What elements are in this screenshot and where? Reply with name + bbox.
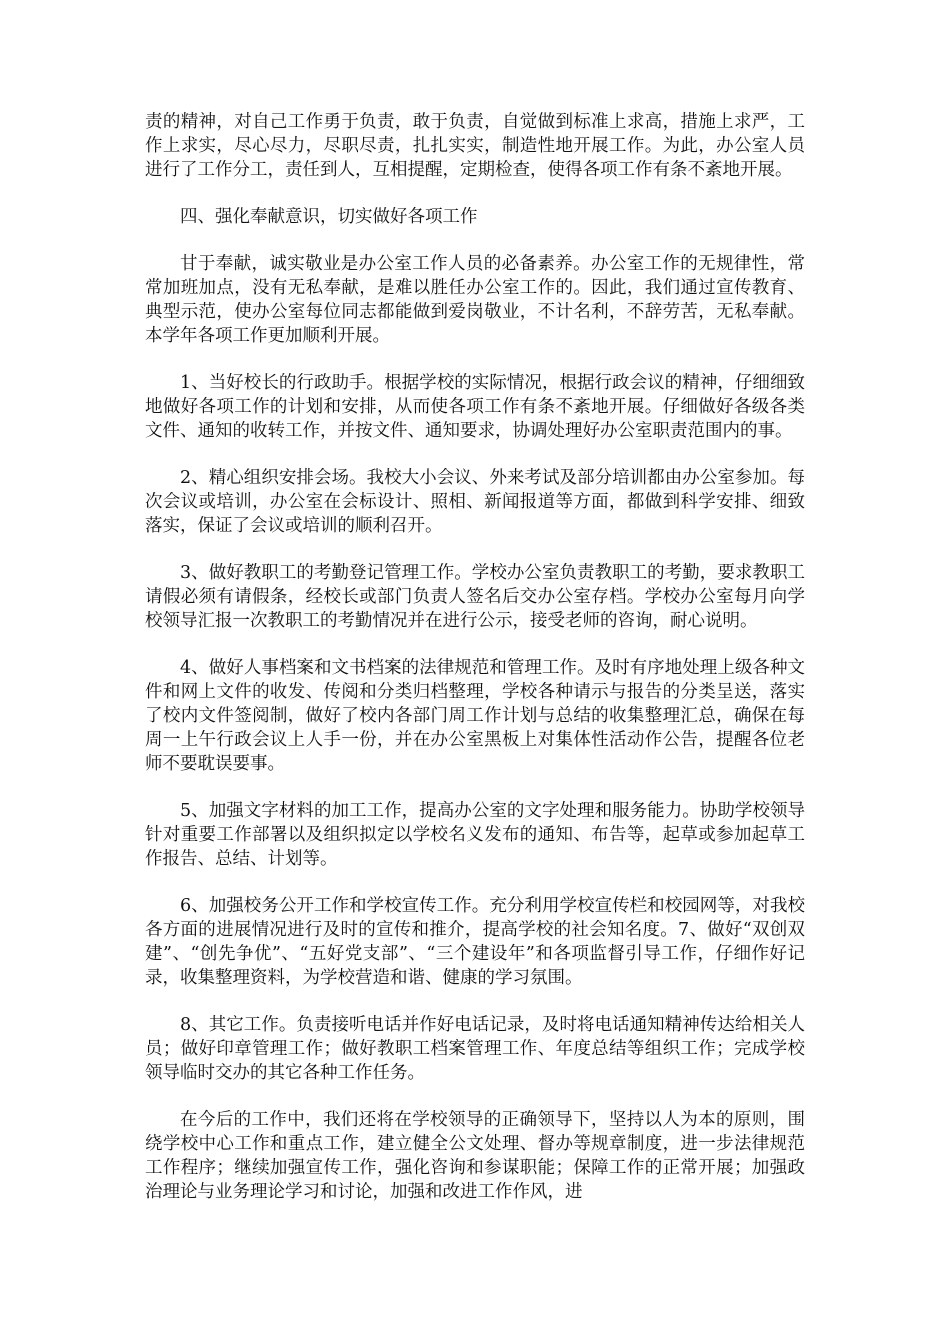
- section-heading: 四、强化奉献意识，切实做好各项工作: [180, 207, 478, 227]
- paragraph-item-8: 8、其它工作。负责接听电话并作好电话记录，及时将电话通知精神传达给相关人员；做好印章管理工作；做好教职工档案管理工作、年度总结等组织工作；完成学校领导临时交办的其它各种工作任务。: [145, 1015, 805, 1083]
- paragraph-continuation: 责的精神，对自己工作勇于负责，敢于负责，自觉做到标准上求高，措施上求严，工作上求实，尽心尽力，尽职尽责，扎扎实实，制造性地开展工作。为此，办公室人员进行了工作分工，责任到人，互相提醒，定期检查，使得各项工作有条不紊地开展。: [145, 112, 805, 180]
- document-page: [145, 110, 805, 1227]
- paragraph-item-6-7: 6、加强校务公开工作和学校宣传工作。充分利用学校宣传栏和校园网等，对我校各方面的进展情况进行及时的宣传和推介，提高学校的社会知名度。7、做好“双创双建”、“创先争优”、“五好党支部”、“三个建设年”和各项监督引导工作，仔细作好记录，收集整理资料，为学校营造和谐、健康的学习氛围。: [145, 896, 805, 988]
- paragraph-item-4: 4、做好人事档案和文书档案的法律规范和管理工作。及时有序地处理上级各种文件和网上文件的收发、传阅和分类归档整理，学校各种请示与报告的分类呈送，落实了校内文件签阅制，做好了校内各部门周工作计划与总结的收集整理汇总，确保在每周一上午行政会议上人手一份，并在办公室黑板上对集体性活动作公告，提醒各位老师不要耽误要事。: [145, 658, 805, 774]
- paragraph-dedication: 甘于奉献，诚实敬业是办公室工作人员的必备素养。办公室工作的无规律性，常常加班加点，没有无私奉献，是难以胜任办公室工作的。因此，我们通过宣传教育、典型示范，使办公室每位同志都能做到爱岗敬业，不计名利，不辞劳苦，无私奉献。本学年各项工作更加顺利开展。: [145, 254, 805, 346]
- paragraph-item-5: 5、加强文字材料的加工工作，提高办公室的文字处理和服务能力。协助学校领导针对重要工作部署以及组织拟定以学校名义发布的通知、布告等，起草或参加起草工作报告、总结、计划等。: [145, 801, 805, 869]
- paragraph-item-1: 1、当好校长的行政助手。根据学校的实际情况，根据行政会议的精神，仔细细致地做好各项工作的计划和安排，从而使各项工作有条不紊地开展。仔细做好各级各类文件、通知的收转工作，并按文件、通知要求，协调处理好办公室职责范围内的事。: [145, 373, 805, 441]
- paragraph-item-2: 2、精心组织安排会场。我校大小会议、外来考试及部分培训都由办公室参加。每次会议或培训，办公室在会标设计、照相、新闻报道等方面，都做到科学安排、细致落实，保证了会议或培训的顺利召开。: [145, 468, 805, 536]
- paragraph-item-3: 3、做好教职工的考勤登记管理工作。学校办公室负责教职工的考勤，要求教职工请假必须有请假条，经校长或部门负责人签名后交办公室存档。学校办公室每月向学校领导汇报一次教职工的考勤情况并在进行公示，接受老师的咨询，耐心说明。: [145, 563, 805, 631]
- paragraph-future-work: 在今后的工作中，我们还将在学校领导的正确领导下，坚持以人为本的原则，围绕学校中心工作和重点工作，建立健全公文处理、督办等规章制度，进一步法律规范工作程序；继续加强宣传工作，强化咨询和参谋职能；保障工作的正常开展；加强政治理论与业务理论学习和讨论，加强和改进工作作风，进: [145, 1110, 805, 1202]
